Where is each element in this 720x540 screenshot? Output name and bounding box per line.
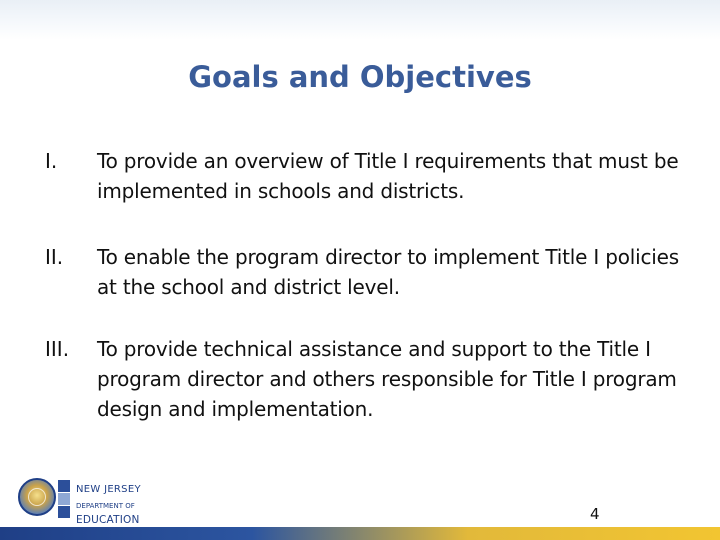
objective-numeral: III. bbox=[45, 337, 70, 361]
slide-title: Goals and Objectives bbox=[188, 60, 532, 94]
objective-numeral: II. bbox=[45, 245, 64, 269]
block-icon bbox=[58, 480, 70, 492]
page-number: 4 bbox=[590, 505, 600, 523]
objective-item bbox=[45, 242, 685, 302]
objective-item bbox=[45, 334, 685, 424]
logo-line-state: NEW JERSEY bbox=[76, 484, 141, 495]
objective-text: To provide technical assistance and support to the Title I program director and others responsible for Title I program design and implementation. bbox=[97, 337, 677, 421]
objective-item bbox=[45, 146, 685, 206]
seal-inner-ring bbox=[28, 488, 46, 506]
footer-stripe bbox=[0, 527, 720, 540]
header-band bbox=[0, 0, 720, 40]
objective-text: To enable the program director to implement Title I policies at the school and district level. bbox=[97, 245, 679, 299]
block-icon bbox=[58, 493, 70, 505]
logo-line-education: EDUCATION bbox=[76, 514, 140, 526]
state-seal-icon bbox=[18, 478, 56, 516]
objective-text: To provide an overview of Title I requirements that must be implemented in schools and districts. bbox=[97, 149, 679, 203]
objective-numeral: I. bbox=[45, 149, 58, 173]
block-icon bbox=[58, 506, 70, 518]
logo-line-department: DEPARTMENT OF bbox=[76, 502, 135, 510]
nj-doe-logo bbox=[18, 478, 178, 530]
